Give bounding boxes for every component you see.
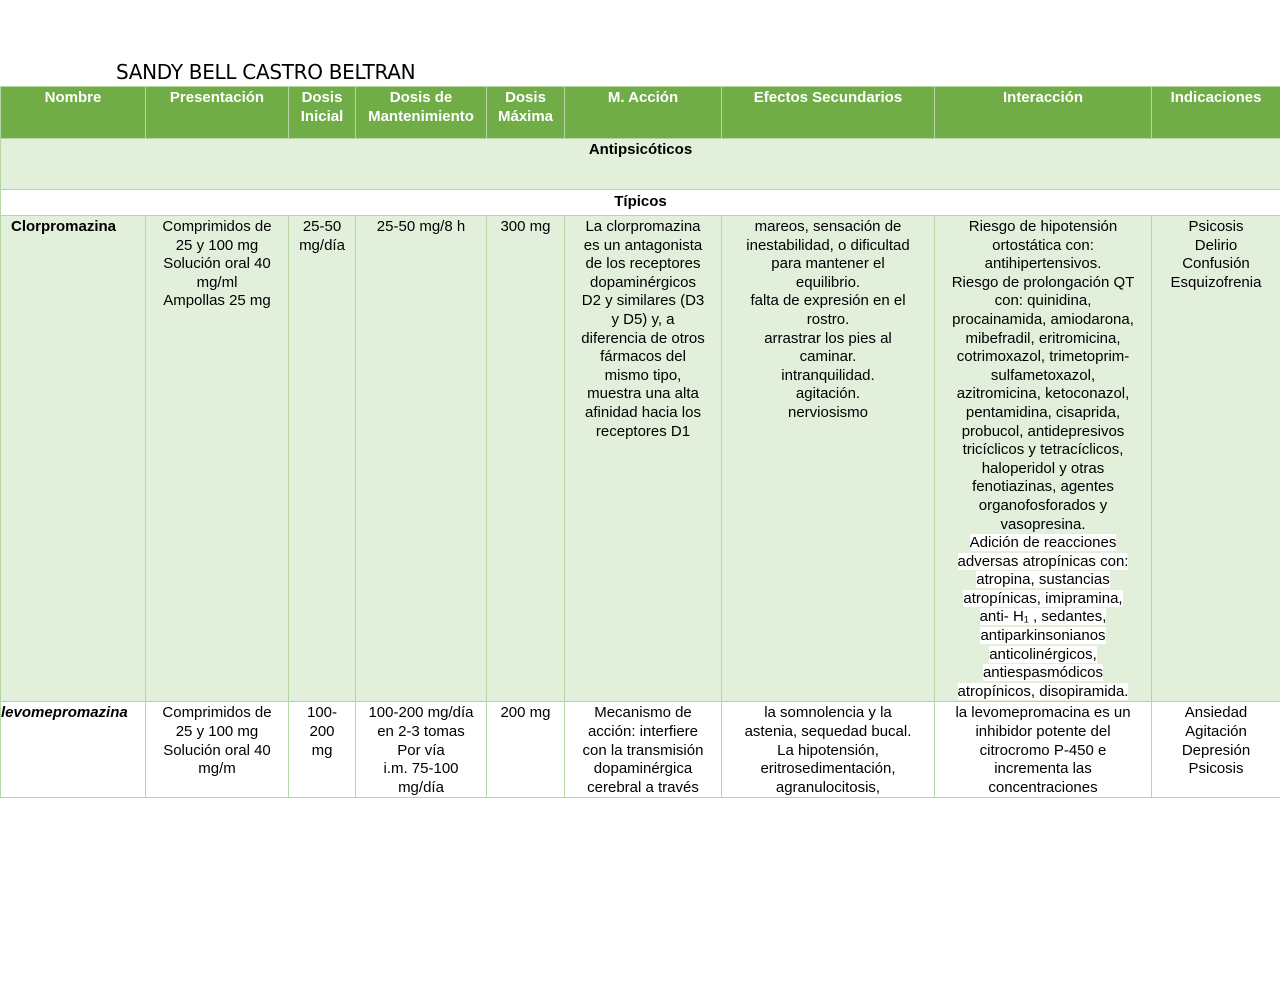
- text-line: acción: interfiere: [587, 723, 699, 741]
- text-line: diferencia de otros: [581, 329, 705, 347]
- text-line: Psicosis: [1188, 218, 1244, 235]
- text-line: 100-200 mg/día: [368, 704, 474, 722]
- text-line: pentamidina, cisaprida,: [965, 403, 1121, 421]
- cell-dosis-maxima: 200 mg: [487, 702, 565, 798]
- text-line: mg/m: [198, 760, 236, 778]
- cell-indicaciones: [1152, 216, 1280, 702]
- text-line: Riesgo de hipotensión: [968, 218, 1118, 235]
- text-line: mg/día: [299, 236, 345, 254]
- text-line: la somnolencia y la: [764, 704, 892, 722]
- text-line: en 2-3 tomas: [377, 723, 465, 741]
- text-line: receptores D1: [595, 422, 691, 440]
- header-nombre: Nombre: [1, 87, 146, 139]
- text-line: cerebral a través: [587, 778, 699, 796]
- text-line: agranulocitosis,: [775, 778, 881, 796]
- cell-dosis-inicial: [289, 702, 356, 798]
- header-dosis-inicial: Dosis Inicial: [289, 87, 356, 139]
- interaccion-atropinicas: [937, 534, 1149, 701]
- text-line: afinidad hacia los: [585, 403, 701, 421]
- section-title: Antipsicóticos: [1, 139, 1280, 190]
- text-line: con la transmisión: [582, 741, 704, 759]
- text-line: eritrosedimentación,: [760, 760, 896, 778]
- cell-dosis-inicial: [289, 216, 356, 702]
- text-line: equilibrio.: [795, 273, 861, 291]
- text-line: mareos, sensación de: [754, 218, 902, 235]
- text-line: tricíclicos y tetracíclicos,: [962, 441, 1124, 459]
- text-line: con: quinidina,: [994, 292, 1092, 310]
- cell-presentacion: [146, 702, 289, 798]
- text-line: es un antagonista: [583, 236, 703, 254]
- text-line: anti- H₁ , sedantes,: [979, 608, 1107, 626]
- text-line: antihipertensivos.: [984, 255, 1102, 273]
- subsection-row: [1, 190, 1280, 216]
- header-efectos: Efectos Secundarios: [722, 87, 935, 139]
- header-indicaciones: Indicaciones: [1152, 87, 1280, 139]
- text-line: Esquizofrenia: [1170, 273, 1262, 291]
- text-line: rostro.: [806, 310, 850, 328]
- header-accion: M. Acción: [565, 87, 722, 139]
- text-line: Psicosis: [1188, 760, 1244, 778]
- text-line: dopaminérgica: [593, 760, 693, 778]
- table-row: [1, 216, 1280, 702]
- text-line: Delirio: [1194, 236, 1238, 254]
- header-presentacion: Presentación: [146, 87, 289, 139]
- cell-dosis-maxima: 300 mg: [487, 216, 565, 702]
- header-dosis-maxima: Dosis Máxima: [487, 87, 565, 139]
- cell-efectos: [722, 216, 935, 702]
- text-line: dopaminérgicos: [590, 273, 696, 291]
- text-line: concentraciones: [988, 778, 1098, 796]
- text-line: La hipotensión,: [777, 741, 879, 759]
- text-line: la levomepromacina es un: [955, 704, 1131, 722]
- text-line: Solución oral 40: [163, 255, 271, 273]
- text-line: 25 y 100 mg: [175, 723, 259, 741]
- drug-name: levomepromazina: [1, 702, 146, 798]
- text-line: mg: [311, 741, 333, 759]
- text-line: cotrimoxazol, trimetoprim-: [956, 348, 1130, 366]
- text-line: para mantener el: [771, 255, 885, 273]
- text-line: antiparkinsonianos: [980, 627, 1106, 645]
- text-line: Ansiedad: [1184, 704, 1248, 722]
- text-line: muestra una alta: [587, 385, 699, 403]
- header-row: [1, 87, 1280, 139]
- text-line: 25-50: [302, 218, 342, 235]
- text-line: Agitación: [1185, 723, 1247, 741]
- cell-interaccion: [935, 702, 1152, 798]
- cell-accion: [565, 702, 722, 798]
- drug-name: Clorpromazina: [1, 216, 146, 702]
- drug-table: [0, 86, 1280, 798]
- text-line: caminar.: [799, 348, 857, 366]
- text-line: arrastrar los pies al: [764, 329, 892, 347]
- text-line: ortostática con:: [992, 236, 1094, 254]
- header-dosis-mantenimiento: Dosis de Mantenimiento: [356, 87, 487, 139]
- text-line: Ampollas 25 mg: [163, 292, 271, 310]
- text-line: D2 y similares (D3: [581, 292, 705, 310]
- text-line: procainamida, amiodarona,: [952, 310, 1134, 328]
- text-line: nerviosismo: [787, 403, 869, 421]
- text-line: Comprimidos de: [162, 218, 272, 235]
- cell-presentacion: [146, 216, 289, 702]
- cell-indicaciones: [1152, 702, 1280, 798]
- text-line: organofosforados y: [978, 496, 1108, 514]
- text-line: atropínicas, imipramina,: [963, 589, 1123, 607]
- cell-dosis-mantenimiento: [356, 702, 487, 798]
- text-line: de los receptores: [585, 255, 701, 273]
- text-line: fármacos del: [600, 348, 686, 366]
- text-line: Solución oral 40: [163, 741, 271, 759]
- cell-accion: [565, 216, 722, 702]
- text-line: La clorpromazina: [585, 218, 701, 235]
- text-line: y D5) y, a: [611, 310, 675, 328]
- text-line: inhibidor potente del: [975, 723, 1111, 741]
- text-line: 25 y 100 mg: [175, 236, 259, 254]
- cell-efectos: [722, 702, 935, 798]
- text-line: Comprimidos de: [162, 704, 272, 722]
- text-line: mg/ml: [196, 273, 238, 291]
- text-line: mg/día: [398, 778, 444, 796]
- cell-dosis-mantenimiento: [356, 216, 487, 702]
- cell-interaccion: [935, 216, 1152, 702]
- text-line: astenia, sequedad bucal.: [744, 723, 912, 741]
- text-line: haloperidol y otras: [981, 459, 1105, 477]
- text-line: Depresión: [1181, 741, 1251, 759]
- text-line: 200: [309, 723, 335, 741]
- text-line: Adición de reacciones: [969, 534, 1117, 552]
- text-line: anticolinérgicos,: [989, 645, 1097, 663]
- text-line: inestabilidad, o dificultad: [746, 236, 910, 254]
- text-line: Por vía: [397, 741, 445, 759]
- section-row: [1, 139, 1280, 190]
- text-line: i.m. 75-100: [383, 760, 459, 778]
- text-line: Mecanismo de: [594, 704, 692, 722]
- text-line: sulfametoxazol,: [990, 366, 1096, 384]
- text-line: fenotiazinas, agentes: [972, 478, 1114, 496]
- table-row: [1, 702, 1280, 798]
- text-line: adversas atropínicas con:: [957, 552, 1129, 570]
- text-line: probucol, antidepresivos: [961, 422, 1125, 440]
- text-line: atropina, sustancias: [976, 571, 1110, 589]
- text-line: mismo tipo,: [604, 366, 682, 384]
- text-line: azitromicina, ketoconazol,: [956, 385, 1130, 403]
- subsection-title: Típicos: [1, 190, 1280, 216]
- text-line: falta de expresión en el: [750, 292, 906, 310]
- text-line: 25-50 mg/8 h: [376, 218, 466, 235]
- text-line: vasopresina.: [1000, 515, 1086, 533]
- text-line: mibefradil, eritromicina,: [965, 329, 1121, 347]
- text-line: citrocromo P-450 e: [979, 741, 1107, 759]
- text-line: agitación.: [795, 385, 861, 403]
- author-name: SANDY BELL CASTRO BELTRAN: [116, 60, 416, 84]
- text-line: Riesgo de prolongación QT: [951, 273, 1135, 291]
- header-interaccion: Interacción: [935, 87, 1152, 139]
- text-line: 100-: [306, 704, 338, 722]
- text-line: atropínicos, disopiramida.: [957, 682, 1129, 700]
- text-line: incrementa las: [994, 760, 1092, 778]
- text-line: intranquilidad.: [781, 366, 875, 384]
- text-line: antiespasmódicos: [982, 664, 1104, 682]
- interaccion-text: [937, 218, 1149, 534]
- text-line: Confusión: [1182, 255, 1250, 273]
